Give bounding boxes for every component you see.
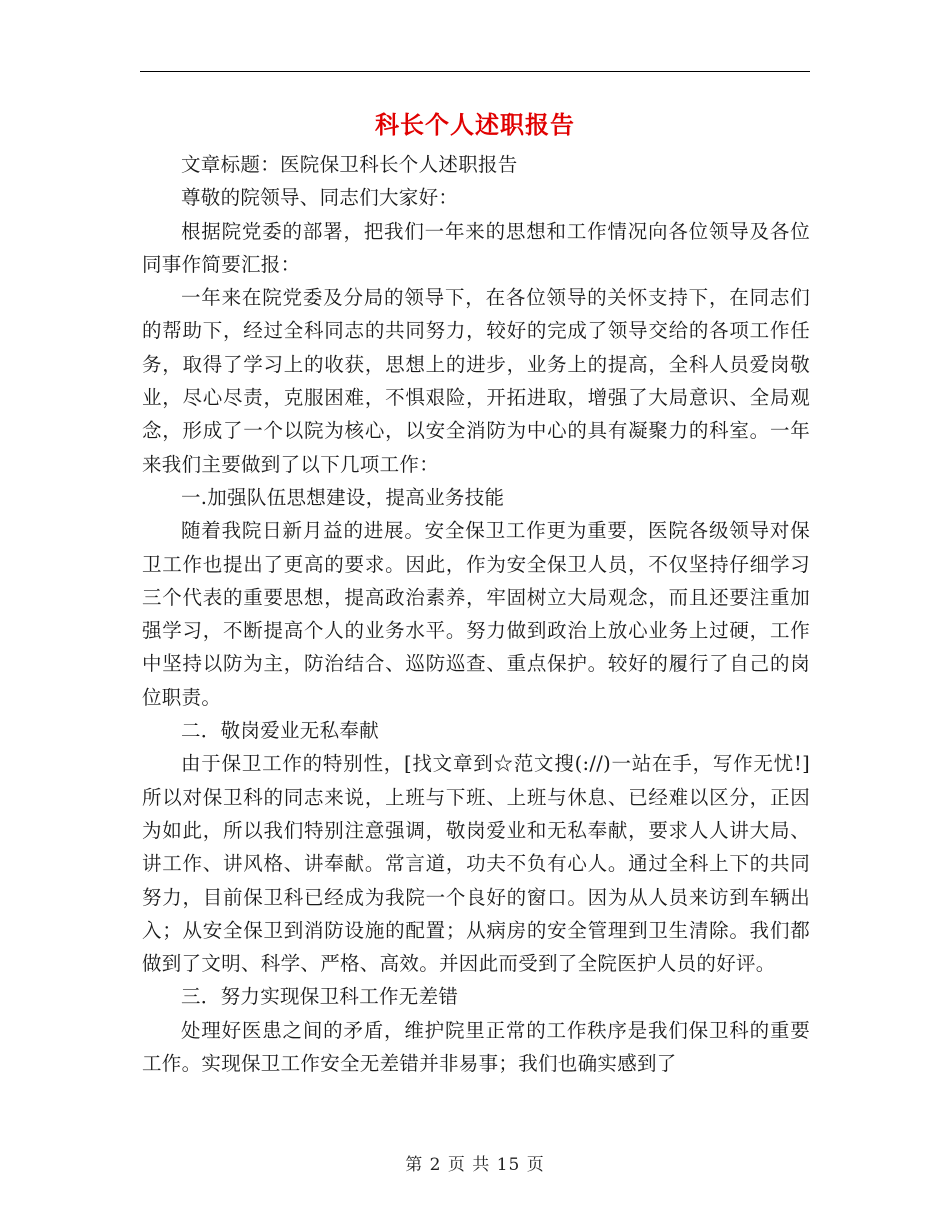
paragraph-section-1: 随着我院日新月益的进展。安全保卫工作更为重要，医院各级领导对保卫工作也提出了更高的要求。因此，作为安全保卫人员，不仅坚持仔细学习三个代表的重要思想，提高政治素养，牢固树立大局观念，而且还要注重加强学习，不断提高个人的业务水平。努力做到政治上放心业务上过硬，工作中坚持以防为主，防治结合、巡防巡查、重点保护。较好的履行了自己的岗位职责。 [142, 519, 810, 709]
article-title-line: 文章标题：医院保卫科长个人述职报告 [181, 153, 518, 176]
document-body [142, 148, 810, 1080]
salutation: 尊敬的院领导、同志们大家好： [181, 186, 459, 210]
page-footer: 第 2 页 共 15 页 [405, 1155, 545, 1175]
paragraph-intro: 根据院党委的部署，把我们一年来的思想和工作情况向各位领导及各位同事作简要汇报： [142, 219, 810, 276]
section-heading-2: 二．敬岗爱业无私奉献 [181, 719, 380, 743]
paragraph-section-3: 处理好医患之间的矛盾，维护院里正常的工作秩序是我们保卫科的重要工作。实现保卫工作安全无差错并非易事；我们也确实感到了 [142, 1018, 810, 1076]
header-rule [140, 71, 810, 72]
paragraph-summary: 一年来在院党委及分局的领导下，在各位领导的关怀支持下，在同志们的帮助下，经过全科同志的共同努力，较好的完成了领导交给的各项工作任务，取得了学习上的收获，思想上的进步，业务上的提高，全科人员爱岗敬业，尽心尽责，克服困难，不惧艰险，开拓进取，增强了大局意识、全局观念，形成了一个以院为核心，以安全消防为中心的具有凝聚力的科室。一年来我们主要做到了以下几项工作： [142, 286, 810, 476]
section-heading-3: 三．努力实现保卫科工作无差错 [181, 985, 459, 1009]
section-heading-1: 一.加强队伍思想建设，提高业务技能 [181, 485, 505, 509]
document-title: 科长个人述职报告 [375, 110, 575, 139]
paragraph-section-2: 由于保卫工作的特别性，[找文章到☆范文搜(://)一站在手，写作无忧!]所以对保卫科的同志来说，上班与下班、上班与休息、已经难以区分，正因为如此，所以我们特别注意强调，敬岗爱业和无私奉献，要求人人讲大局、讲工作、讲风格、讲奉献。常言道，功夫不负有心人。通过全科上下的共同努力，目前保卫科已经成为我院一个良好的窗口。因为从人员来访到车辆出入；从安全保卫到消防设施的配置；从病房的安全管理到卫生清除。我们都做到了文明、科学、严格、高效。并因此而受到了全院医护人员的好评。 [142, 752, 810, 976]
